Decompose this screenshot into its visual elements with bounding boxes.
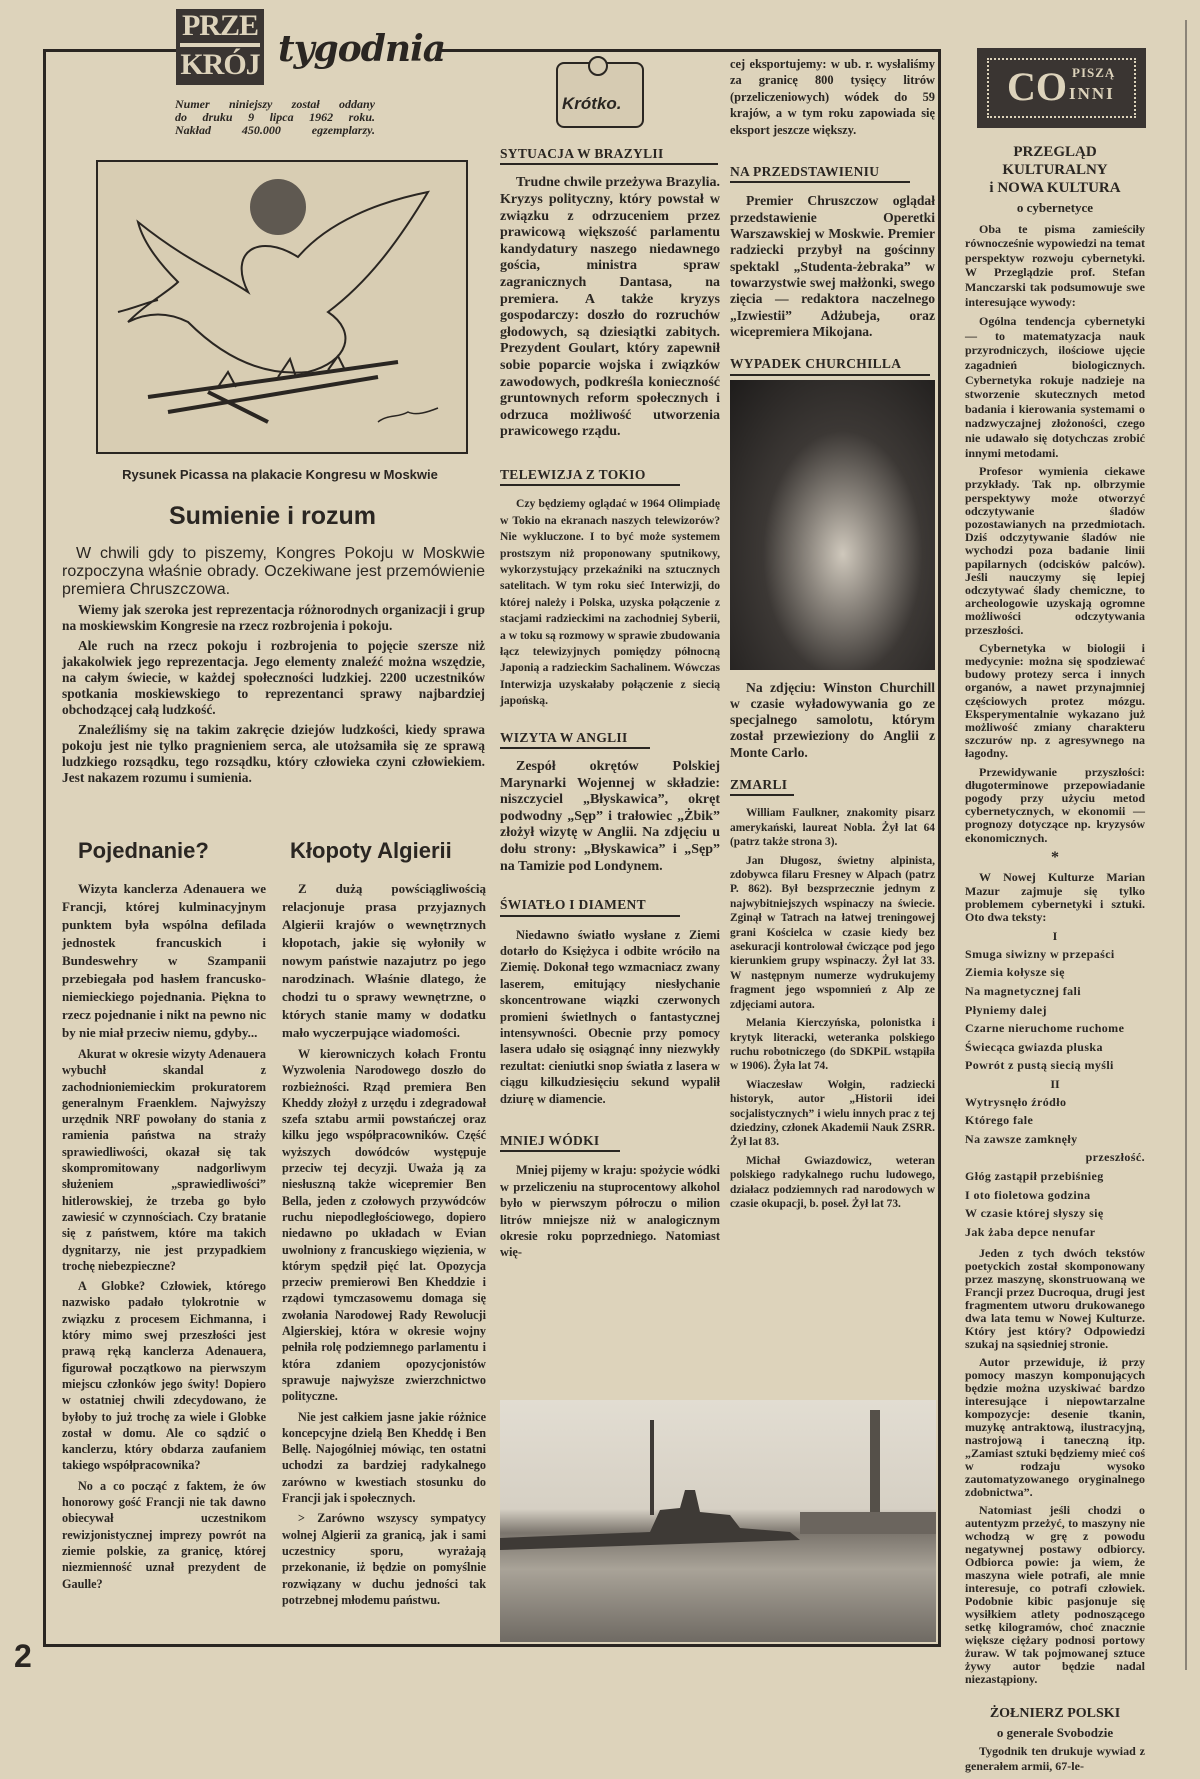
poem-line: Powrót z pustą siecią myśli — [965, 1058, 1114, 1073]
poem-line: Świecąca gwiazda pluska — [965, 1039, 1103, 1054]
main-article-title: Sumienie i rozum — [169, 502, 376, 530]
paragraph-continued: cej eksportujemy: w ub. r. wysłaliśmy za granicę 800 tysięcy litrów (przeliczeniowych) wódek do 59 krajów, a w tym roku zapowiada się eksport jeszcze większy. — [730, 57, 935, 137]
paragraph: No a co począć z faktem, że ów honorowy gość Francji nie tak dawno obiecywał uczestnikom rewizjonistycznej imprezy powrót na ziemie polskie, za granicę, której niezmienność uznał prezydent de Gaulle? — [62, 1478, 266, 1591]
przekroj-logo — [176, 9, 264, 85]
poem-line: Jak żaba depce nenufar — [965, 1224, 1096, 1239]
frame-right — [938, 49, 941, 1647]
paragraph: Z dużą powściągliwością relacjonuje prasa przyjaznych Algierii krajów o wewnętrznych kłopotach, jakie się wyłoniły w nowym państwie nazajutrz po jego narodzinach. Właśnie dlatego, że chodzi tu o sprawy wewnętrzne, o których stanie mamy w dodatku mało wyczerpujące wiadomości. — [282, 881, 486, 1040]
print-note-line: Nakład 450.000 egzemplarzy. — [175, 123, 375, 137]
frame-bottom — [43, 1644, 941, 1647]
paragraph: Mniej pijemy w kraju: spożycie wódki w przeliczeniu na stuprocentowy alkohol było w pierwszym półroczu o milion litrów mniejsze niż w analogicznym okresie roku poprzedniego. Natomiast wię- — [500, 1163, 720, 1260]
ship-silhouette-icon — [500, 1400, 936, 1642]
logo-bottom: KRÓJ — [180, 48, 260, 81]
krotko-column-2 — [730, 56, 935, 1215]
algieria-body — [282, 880, 486, 1612]
paragraph: W kierowniczych kołach Frontu Wyzwolenia Narodowego doszło do rozbieżności. Rząd premiera Ben Kheddy złożył z urzędu i zdegradował szefa sztabu armii powstańczej oraz kilku jego współpracowników. Część wyższych dowódców występuje przeciw tej decyzji. Uważa ją za niesłuszną także wicepremier Ben Bella, jeden z czołowych przywódców ruchu niepodległościowego, dopiero niedawno po układach w Evian uwolniony z francuskiego więzienia, w którym spędził pięć lat. Opozycja przeciw premierowi Ben Kheddzie i rządowi tymczasowemu domaga się zwołania Narodowej Rady Rewolucji Algierskiej, która w okresie wojny pełniła rolę podziemnego parlamentu i która zdaniem opozycjonistów sprawuje najwyższe zwierzchnictwo polityczne. — [282, 1047, 486, 1404]
section-heading: ZMARLI — [730, 777, 794, 796]
section-heading: SYTUACJA W BRAZYLII — [500, 146, 718, 165]
obituary: William Faulkner, znakomity pisarz amerykański, laureat Nobla. Żył lat 64 (patrz także strona 3). — [730, 807, 935, 849]
paragraph: Jeden z tych dwóch tekstów poetyckich został skomponowany przez maszynę, skonstruowaną we Francji przez Ducroqua, drugi jest fragmentem utworu drukowanego dwa lata temu w Nowej Kulturze. Który jest który? Odpowiedzi szukaj na sąsiedniej stronie. — [965, 1246, 1145, 1352]
logo-pisza: PISZĄ — [1072, 65, 1116, 80]
photo-caption: Na zdjęciu: Winston Churchill w czasie wyładowywania go ze specjalnego samolotu, którym został przewieziony do Anglii z Monte Carlo. — [730, 679, 935, 760]
review-heading-line: PRZEGLĄD — [1013, 144, 1097, 160]
main-article-lead: W chwili gdy to piszemy, Kongres Pokoju w Moskwie rozpoczyna właśnie obrady. Oczekiwane jest przemówienie premiera Chruszczowa. — [62, 545, 485, 598]
poem-line: I oto fioletowa godzina — [965, 1187, 1091, 1202]
zolnierz-subheading: o generale Svobodzie — [996, 1724, 1114, 1740]
frame-top-right — [440, 49, 940, 52]
alarm-clock-icon — [588, 56, 608, 76]
pojednanie-body — [62, 880, 266, 1596]
paragraph: Trudne chwile przeżywa Brazylia. Kryzys polityczny, który powstał w związku z odrzuceniem przez prawicową większość parlamentu kandydatury naszego niedawnego gościa, ministra spraw zagranicznych Dantasa, na premiera. A także kryzys gospodarczy: doszło do rozruchów głodowych, są dziesiątki zabitych. Prezydent Goulart, który zapewnił sobie poparcie wojska i związków zawodowych, podkreśla konieczność gruntownych reform społecznych i odrzuca możliwość utworzenia prawicowego rządu. — [500, 175, 720, 440]
picasso-drawing — [96, 160, 468, 454]
print-note-line: do druku 9 lipca 1962 roku. — [175, 110, 375, 124]
star-separator: * — [1051, 848, 1059, 866]
poem-line: Ziemia kołysze się — [965, 965, 1065, 980]
paragraph: Przewidywanie przyszłości: długoterminowe przepowiadanie pogody przy użyciu metod cybernetycznych, w ekonomii — prognozy dotyczące np. kryzysów ekonomicznych. — [965, 764, 1145, 845]
section-heading: ŚWIATŁO I DIAMENT — [500, 897, 680, 916]
paragraph: Niedawno światło wysłane z Ziemi dotarło do Księżyca i odbite wróciło na Ziemię. Dokonał tego wzmacniacz zwany laserem, emitujący niesłychanie skoncentrowane wiązki czerwonych promieni świetlnych o fantastycznej intensywności. Obecnie przy pomocy lasera udało się osiągnąć inny niezwykły rezultat: cieniutki snop światła z lasera w ciągu kilkudziesięciu sekund wypalił dziurę w diamencie. — [500, 927, 720, 1106]
logo-co: CO — [1007, 64, 1067, 109]
pojednanie-title: Pojednanie? — [78, 838, 209, 863]
paragraph: Znaleźliśmy się na takim zakręcie dziejów ludzkości, kiedy sprawa pokoju jest nie tylko pragnieniem serca, ale utożsamiła się ze sprawą ludzkiego rozsądku, tego rozsądku, który człowieka czyni człowiekiem. Jest nakazem rozumu i sumienia. — [62, 722, 485, 785]
paragraph: Cybernetyka w biologii i medycynie: można się spodziewać budowy protezy serca i innych organów, a nawet przynajmniej częściowych protez mózgu. Eksperymentalnie wykazano już możliwość zmiany charakteru szczurów np. z agresywnego na łagodny. — [965, 640, 1145, 761]
paragraph: Ogólna tendencja cybernetyki — to matematyzacja nauk przyrodniczych, ilościowe ujęcie zagadnień biologicznych. Cybernetyka rokuje nadzieje na stworzenie skutecznych metod badania i kierowania systemami o nadzwyczajnej złożoności, czego nie udawało się dotychczas zrobić innymi metodami. — [965, 314, 1145, 460]
paragraph: Ale ruch na rzecz pokoju i rozbrojenia to pojęcie szersze niż jakakolwiek jego reprezentacja. Jego elementy znaleźć można wszędzie, na całym świecie, w każdej społeczności ludzkiej. 2200 uczestników spotkania moskiewskiego to reprezentanci sprawy najbardziej obchodzącej całą ludzkość. — [62, 638, 485, 717]
paragraph: Profesor wymienia ciekawe przykłady. Tak np. olbrzymie perspektywy może otworzyć odczytywanie śladów pozostawianych na przedmiotach. Dziś odczytywanie śladów nie wychodzi poza badanie linii papilarnych (odcisków palców). Jeśli nauczymy się lepiej odczytywać ślady chemiczne, to archeologowie uzyskają ogromne możliwości odczytywania przeszłości. — [965, 464, 1145, 637]
churchill-photo — [730, 380, 935, 670]
section-heading: WYPADEK CHURCHILLA — [730, 356, 930, 375]
section-heading: MNIEJ WÓDKI — [500, 1133, 620, 1152]
frame-left — [43, 49, 46, 1647]
poem-line: Smuga siwizny w przepaści — [965, 946, 1115, 961]
paragraph: Wizyta kanclerza Adenauera we Francji, której kulminacyjnym punktem była wspólna defilada jednostek francuskich i Bundeswehry w Szampanii przebiegała pod hasłem francusko-niemieckiego pojednania. Piękna to rzecz pojednanie i nikt na pewno nic by nie miał przeciw niemu, gdyby... — [62, 881, 266, 1040]
poem-line: Którego fale — [965, 1113, 1034, 1128]
poem-line: Płyniemy dalej — [965, 1002, 1047, 1017]
paragraph: Akurat w okresie wizyty Adenauera wybuchł skandal z zachodnioniemieckim prokuratorem generalnym Fraenklem. Najwyższy urzędnik NRF powołany do stania z ramienia państwa na straży sprawiedliwości, okazał się tak skompromitowany nadgorliwym służeniem „sprawiedliwości” hitlerowskiej, że trzeba go było zawiesić w czynnościach. Czy bratanie się z państwem, które ma takich dygnitarzy, nie jest przypadkiem trochę niebezpieczne? — [62, 1047, 266, 1273]
paragraph: Nie jest całkiem jasne jakie różnice koncepcyjne dzielą Ben Kheddę i Ben Bellę. Najogólniej mówiąc, ten ostatni uchodzi za bardziej radykalnego zarówno w kwestiach stosunku do Francji jak i społecznych. — [282, 1409, 486, 1506]
poem-line: W czasie której słyszy się — [965, 1206, 1104, 1221]
algieria-title: Kłopoty Algierii — [290, 838, 452, 863]
obituary: Wiaczesław Wołgin, radziecki historyk, autor „Historii idei socjalistycznych” i wielu innych prac z tej dziedziny, członek Akademii Nauk ZSRR. Żył lat 83. — [730, 1078, 935, 1149]
krotko-logo — [556, 62, 644, 128]
obituary: Melania Kierczyńska, polonistka i krytyk literacki, weteranka polskiego ruchu robotniczego (do SDKPiL wstąpiła w 1906). Żyła lat 74. — [730, 1017, 935, 1073]
dove-drawing-icon — [98, 162, 466, 452]
paragraph: Wiemy jak szeroka jest reprezentacja różnorodnych organizacji i grup na moskiewskim Kongresie na rzecz rozbrojenia i pokoju. — [62, 602, 485, 633]
paragraph: W Nowej Kulturze Marian Mazur zajmuje się tylko problemem cybernetyki i sztuki. Oto dwa teksty: — [965, 870, 1145, 924]
print-note-line: Numer niniejszy został oddany — [175, 97, 375, 111]
frame-top-left — [43, 49, 178, 52]
poem-label: II — [1050, 1076, 1060, 1091]
paragraph: Zespół okrętów Polskiej Marynarki Wojennej w składzie: niszczyciel „Błyskawica”, okręt podwodny „Sęp” i trałowiec „Żbik” złożył wizytę w Anglii. Na zdjęciu u dołu strony: „Błyskawica” i „Sęp” na Tamizie pod Londynem. — [500, 759, 720, 874]
review-heading-line: KULTURALNY — [1002, 162, 1108, 178]
poem-label: I — [1052, 929, 1058, 944]
logo-inni: INNI — [1069, 84, 1115, 103]
poem-line: Na zawsze zamknęły — [965, 1131, 1078, 1146]
ship-photo — [500, 1400, 936, 1642]
paragraph: A Globke? Człowiek, którego nazwisko padało tylokrotnie w związku z procesem Eichmanna, i który mimo swej przeszłości jest prawą ręką kanclerza Adenauera, figurował początkowo na pierwszym miejscu członków jego świty! Dopiero w ostatniej chwili zdecydowano, że byłoby to już trochę za wiele i Globke został w domu. Ale co sądzić o kanclerzu, który obdarza zaufaniem takiego współpracownika? — [62, 1279, 266, 1473]
poem-line: Wytrysnęło źródło — [965, 1094, 1067, 1109]
column-divider — [1185, 20, 1187, 1670]
obituary: Michał Gwiazdowicz, weteran polskiego radykalnego ruchu ludowego, działacz podziemnych rad narodowych w czasie okupacji, b. poseł. Żył lat 73. — [730, 1154, 935, 1210]
krotko-column-1 — [500, 146, 720, 1265]
krotko-logo-text: Krótko. — [562, 94, 622, 113]
paragraph: > Zarówno wszyscy sympatycy wolnej Algierii za granicą, jak i sami uczestnicy sporu, wyrażają przekonanie, iż będzie on pomyślnie rozwiązany w duchu jedności tak potrzebnej młodemu państwu. — [282, 1511, 486, 1607]
poem-line: przeszłość. — [1085, 1150, 1145, 1165]
review-subheading: o cybernetyce — [1016, 200, 1094, 215]
paragraph: Czy będziemy oglądać w 1964 Olimpiadę w Tokio na ekranach naszych telewizorów? Nie wykluczone. I to być może systemem prostszym niż proponowany sputnikowy, wykorzystujący przekaźniki na sztucznych satelitach. W tym roku sieć Interwizji, do której należy i Polska, uzyska połączenie z stacjami radzieckimi na zachodniej Syberii, a w toku są rozmowy w sprawie zbudowania łącz telewizyjnych pomiędzy północną Japonią a radzieckim Sachalinem. Wówczas Interwizja uzyskałaby połączenie z siecią japońską. — [500, 497, 720, 708]
obituary: Jan Długosz, świetny alpinista, zdobywca filaru Fresney w Alpach (patrz P. 862). Był bezsprzecznie jednym z najwybitniejszych wspinaczy na świecie. Zginął w Tatrach na łatwej treningowej grani Kościelca w czasie kiedy bez asekuracji kontrolował ćwiczące pod jego kierunkiem grupy wspinaczy. Żył lat 33. W następnym numerze wydrukujemy fragment jego wspomnień z Alp ze zdjęciami autora. — [730, 854, 935, 1011]
section-heading: NA PRZEDSTAWIENIU — [730, 164, 910, 183]
script-title: tygodnia — [278, 28, 446, 70]
page-number: 2 — [14, 1638, 32, 1674]
section-heading: WIZYTA W ANGLII — [500, 730, 650, 749]
picasso-caption: Rysunek Picassa na plakacie Kongresu w Moskwie — [122, 467, 438, 482]
zolnierz-heading: ŻOŁNIERZ POLSKI — [989, 1706, 1121, 1722]
paragraph: Oba te pisma zamieściły równocześnie wypowiedzi na temat perspektyw rozwoju cybernetyki. W Przeglądzie prof. Stefan Manczarski tak podsumowuje swe interesujące wywody: — [965, 221, 1145, 309]
poem-line: Czarne nieruchome ruchome — [965, 1021, 1125, 1036]
paragraph: Natomiast jeśli chodzi o autentyzm przeżyć, to maszyny nie wchodzą w grę z powodu negatywnej postawy odbiorcy. Odbiorca powie: ja wiem, że maszyna wiele potrafi, ale mnie interesuje, co potrafi człowiek. Podobnie kibic pasjonuje się wysiłkiem atlety podnoszącego setkę kilogramów, choć znacznie większe ciężary podnosi portowy żuraw. W tak pojmowanej sztuce żywy autor będzie nadal niezastąpiony. — [965, 1503, 1145, 1687]
paragraph: Premier Chruszczow oglądał przedstawienie Operetki Warszawskiej w Moskwie. Premier radziecki przybył na gościnny spektakl „Studenta-żebraka” w towarzystwie swej małżonki, swego zięcia — redaktora naczelnego „Izwiestii” Adżubeja, oraz wicepremiera Mikojana. — [730, 193, 935, 339]
poem-line: Na magnetycznej fali — [965, 983, 1081, 998]
paragraph: Tygodnik ten drukuje wywiad z generałem armii, 67-le- — [965, 1744, 1145, 1774]
print-note — [175, 98, 375, 137]
co-pisza-inni-column — [965, 143, 1145, 1779]
logo-top: PRZE — [181, 9, 258, 42]
paragraph: Autor przewiduje, iż przy pomocy maszyn komponujących będzie można uzyskiwać bardzo interesujące i niepowtarzalne kompozycje: desenie tkanin, muzykę antraktową, ilustracyjną, nastrojową i taneczną itp. „Zamiast sztuki będziemy mieć coś w rodzaju wysoko zautomatyzowanego oryginalnego zdobnictwa”. — [965, 1355, 1145, 1500]
review-heading-line: i NOWA KULTURA — [989, 180, 1121, 196]
co-pisza-inni-logo — [977, 48, 1146, 128]
main-article-body — [62, 602, 485, 790]
poem-line: Głóg zastąpił przebiśnieg — [965, 1168, 1104, 1183]
section-heading: TELEWIZJA Z TOKIO — [500, 467, 680, 486]
